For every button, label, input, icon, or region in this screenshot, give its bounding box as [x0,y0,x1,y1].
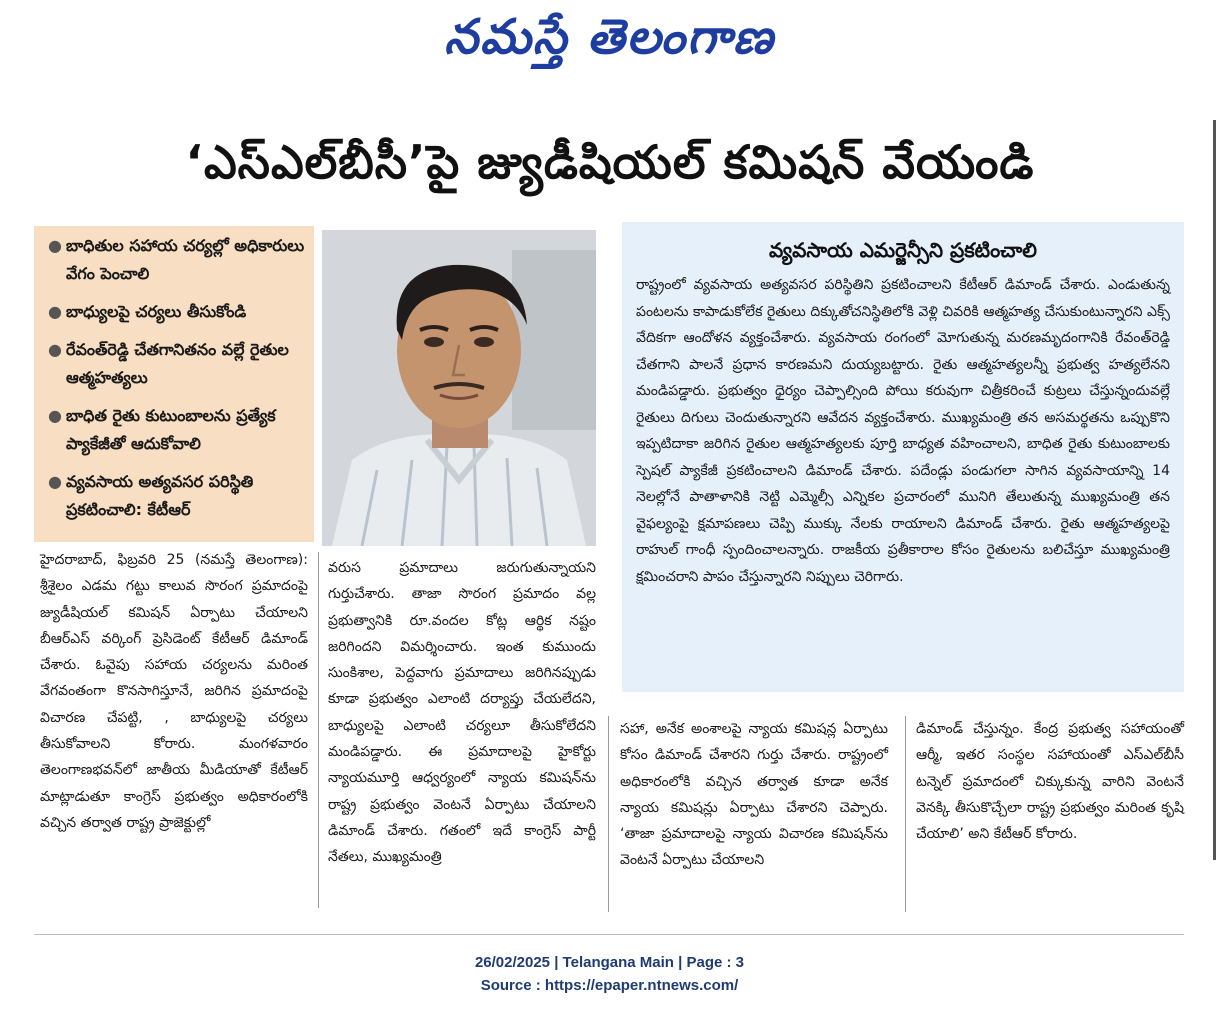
portrait-photo [322,230,596,546]
column-divider [318,552,319,908]
article-column-1: హైదరాబాద్, ఫిబ్రవరి 25 (నమస్తే తెలంగాణ): శ్రీశైలం ఎడమ గట్టు కాలువ సొరంగ ప్రమాదంపై జ్యుడీషియల్ కమిషన్ ఏర్పాటు చేయాలని బీఆర్‌ఎస్ వర్కింగ్ ప్రెసిడెంట్ కేటీఆర్ డిమాండ్ చేశారు. ఓవైపు సహాయ చర్యలను మరింత వేగవంతంగా కొనసాగిస్తూనే, జరిగిన ప్రమాదంపై విచారణ చేపట్టి, , బాధ్యులపై చర్యలు తీసుకోవాలని కోరారు. మంగళవారం తెలంగాణభవన్‌లో జాతీయ మీడియాతో కేటీఆర్ మాట్లాడుతూ కాంగ్రెస్ ప్రభుత్వం అధికారంలోకి వచ్చిన తర్వాత రాష్ట్ర ప్రాజెక్టుల్లో [40,552,308,831]
page-edge-rule [1213,120,1216,860]
column-divider [608,716,609,912]
article-column-2: వరుస ప్రమాదాలు జరుగుతున్నాయని గుర్తుచేశారు. తాజా సొరంగ ప్రమాదం వల్ల ప్రభుత్వానికి రూ.వందల కోట్ల ఆర్థిక నష్టం జరిగిందని విమర్శించారు. ఇంత కుముందు సుంకిశాల, పెద్దవాగు ప్రమాదాలు జరిగినప్పుడు కూడా ప్రభుత్వం ఎలాంటి దర్యాప్తు చేయలేదని, బాధ్యులపై ఎలాంటి చర్యలూ తీసుకోలేదని మండిపడ్డారు. ఈ ప్రమాదాలపై హైకోర్టు న్యాయమూర్తి ఆధ్వర్యంలో న్యాయ కమిషన్‌ను రాష్ట్ర ప్రభుత్వం వెంటనే ఏర్పాటు చేయాలని డిమాండ్ చేశారు. గతంలో ఇదే కాంగ్రెస్ పార్టీ నేతలు, ముఖ్యమంత్రి [328,560,596,866]
masthead: నమస్తే తెలంగాణ [444,9,775,65]
highlight-item: ● బాధ్యులపై చర్యలు తీసుకోండి [48,298,308,326]
bullet-icon: ● [48,236,62,255]
bullet-icon: ● [48,340,62,359]
box-body: రాష్ట్రంలో వ్యవసాయ అత్యవసర పరిస్థితిని ప్రకటించాలని కేటీఆర్ డిమాండ్ చేశారు. ఎండుతున్న పంటలను కాపాడుకోలేక రైతులు దిక్కుతోచనిస్థితిలోకి వెళ్లి చివరికి ఆత్మహత్య చేసుకుంటున్నారని ఎక్స్ వేదికగా ఆందోళన వ్యక్తంచేశారు. వ్యవసాయ రంగంలో మోగుతున్న మరణమృదంగానికి రేవంత్‌రెడ్డి చేతగాని పాలనే ప్రధాన కారణమని దుయ్యబట్టారు. రైతు ఆత్మహత్యలన్నీ ప్రభుత్వ హత్యలేనని మండిపడ్డారు. ప్రభుత్వం ధైర్యం చెప్పాల్సింది పోయి కరువుగా చిత్రీకరించే కుట్రలు చేస్తున్నందువల్లే రైతులు దిగులు చెందుతున్నారని ఆవేదన వ్యక్తంచేశారు. ముఖ్యమంత్రి తన అసమర్థతను ఒప్పుకొని ఇప్పటిదాకా జరిగిన రైతుల ఆత్మహత్యలకు పూర్తి బాధ్యత వహించాలని, బాధిత రైతు కుటుంబాలకు స్పెషల్ ప్యాకేజీ ప్రకటించాలని డిమాండ్ చేశారు. పదేండ్లు పండుగలా సాగిన వ్యవసాయాన్ని 14 నెలల్లోనే పాతాళానికి నెట్టి ఎమ్మెల్సీ ఎన్నికల ప్రచారంలో మునిగి తేలుతున్న ముఖ్యమంత్రి తన వైఫల్యంపై క్షమాపణలు చెప్పి ముక్కు నేలకు రాయాలని డిమాండ్ చేశారు. రైతు ఆత్మహత్యలపై రాహుల్ గాంధీ స్పందించాలన్నారు. రాజకీయ ప్రతీకారాల కోసం రైతులను బలిచేస్తూ ముఖ్యమంత్రి క్షమించరాని పాపం చేస్తున్నారని నిప్పులు చెరిగారు. [636,277,1170,585]
highlight-item: ● వ్యవసాయ అత్యవసర పరిస్థితి ప్రకటించాలి: కేటీఆర్ [48,468,308,524]
agriculture-emergency-box [622,222,1184,692]
highlight-item: ● బాధితుల సహాయ చర్యల్లో అధికారులు వేగం పెంచాలి [48,232,308,288]
portrait-illustration [322,230,596,546]
highlights-box [34,226,314,542]
article-column-3: సహా, అనేక అంశాలపై న్యాయ కమిషన్ల ఏర్పాటు కోసం డిమాండ్ చేశారని గుర్తు చేశారు. రాష్ట్రంలో అధికారంలోకి వచ్చిన తర్వాత కూడా అనేక న్యాయ కమిషన్లు ఏర్పాటు చేశారని చెప్పారు. ‘తాజా ప్రమాదాలపై న్యాయ విచారణ కమిషన్‌ను వెంటనే ఏర్పాటు చేయాలని [620,721,888,869]
bullet-icon: ● [48,406,62,425]
highlight-item: ● బాధిత రైతు కుటుంబాలను ప్రత్యేక ప్యాకేజీతో ఆదుకోవాలి [48,402,308,458]
highlight-item: ● రేవంత్‌రెడ్డి చేతగానితనం వల్లే రైతుల ఆత్మహత్యలు [48,336,308,392]
column-divider [905,716,906,912]
article-column-4: డిమాండ్ చేస్తున్నం. కేంద్ర ప్రభుత్వ సహాయంతో ఆర్మీ, ఇతర సంస్థల సహాయంతో ఎస్‌ఎల్‌బీసీ టన్నెల్ ప్రమాదంలో చిక్కుకున్న వారిని వెంటనే వెనక్కి తీసుకొచ్చేలా రాష్ట్ర ప్రభుత్వం మరింత కృషి చేయాలి’ అని కేటీఆర్ కోరారు. [916,721,1184,843]
bullet-icon: ● [48,302,62,321]
headline: ‘ఎస్‌ఎల్‌బీసీ’పై జ్యుడీషియల్ కమిషన్ వేయండి [185,135,1035,189]
bullet-icon: ● [48,472,62,491]
footer-date-page: 26/02/2025 | Telangana Main | Page : 3 [474,954,745,971]
box-title: వ్యవసాయ ఎమర్జెన్సీని ప్రకటించాలి [769,238,1037,262]
footer-source: Source : https://epaper.ntnews.com/ [480,977,739,994]
footer-divider [34,934,1184,935]
